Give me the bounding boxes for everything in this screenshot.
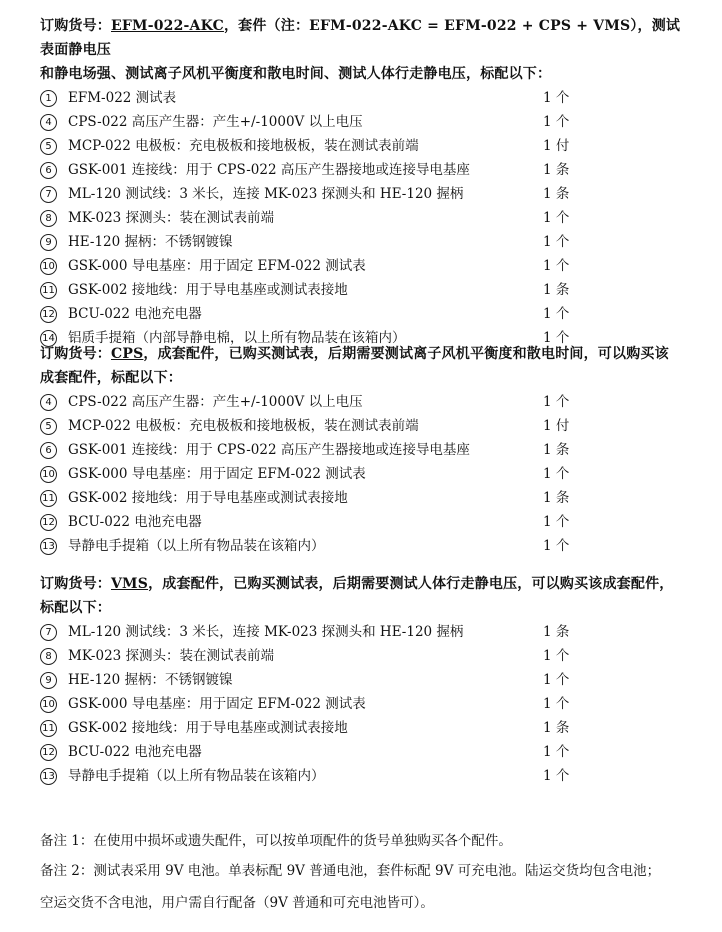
item-description: GSK-002 接地线：用于导电基座或测试表接地 <box>68 720 348 736</box>
order-section-vms <box>40 572 690 788</box>
item-description: 导静电手提箱（以上所有物品装在该箱内） <box>68 768 325 784</box>
list-item <box>40 510 690 534</box>
circled-number-icon: 5 <box>40 138 57 155</box>
heading-prefix: 订购货号： <box>40 576 111 592</box>
list-item <box>40 302 690 326</box>
item-description: EFM-022 测试表 <box>68 90 177 106</box>
circled-number-icon: 12 <box>40 514 57 531</box>
list-item <box>40 462 690 486</box>
list-item <box>40 86 690 110</box>
item-quantity: 1 条 <box>543 490 570 506</box>
list-item <box>40 620 690 644</box>
order-section-efm-022-akc <box>40 14 690 350</box>
circled-number-icon: 11 <box>40 490 57 507</box>
circled-number-icon: 12 <box>40 744 57 761</box>
section-heading <box>40 14 690 62</box>
section-heading-line2: 标配以下： <box>40 600 111 616</box>
list-item <box>40 110 690 134</box>
circled-number-icon: 5 <box>40 418 57 435</box>
item-description: GSK-002 接地线：用于导电基座或测试表接地 <box>68 282 348 298</box>
item-quantity: 1 个 <box>543 306 570 322</box>
item-description: MK-023 探测头：装在测试表前端 <box>68 210 275 226</box>
item-description: CPS-022 高压产生器：产生+/-1000V 以上电压 <box>68 114 363 130</box>
circled-number-icon: 11 <box>40 720 57 737</box>
circled-number-icon: 14 <box>40 330 57 347</box>
item-quantity: 1 条 <box>543 162 570 178</box>
section-heading-line2: 成套配件，标配以下： <box>40 370 182 386</box>
circled-number-icon: 6 <box>40 442 57 459</box>
circled-number-icon: 13 <box>40 768 57 785</box>
item-quantity: 1 个 <box>543 330 570 346</box>
item-description: 导静电手提箱（以上所有物品装在该箱内） <box>68 538 325 554</box>
item-description: GSK-000 导电基座：用于固定 EFM-022 测试表 <box>68 258 366 274</box>
item-quantity: 1 个 <box>543 648 570 664</box>
item-description: BCU-022 电池充电器 <box>68 514 202 530</box>
item-description: MCP-022 电极板：充电极板和接地极板，装在测试表前端 <box>68 138 419 154</box>
circled-number-icon: 7 <box>40 624 57 641</box>
heading-text: ，成套配件，已购买测试表，后期需要测试人体行走静电压，可以购买该成套配件， <box>148 576 674 592</box>
circled-number-icon: 1 <box>40 90 57 107</box>
item-quantity: 1 个 <box>543 768 570 784</box>
order-code: EFM-022-AKC <box>111 18 224 34</box>
section-heading <box>40 572 690 596</box>
item-quantity: 1 付 <box>543 138 570 154</box>
item-description: BCU-022 电池充电器 <box>68 744 202 760</box>
item-quantity: 1 个 <box>543 234 570 250</box>
heading-prefix: 订购货号： <box>40 18 111 34</box>
item-quantity: 1 个 <box>543 114 570 130</box>
circled-number-icon: 13 <box>40 538 57 555</box>
section-heading-line2: 和静电场强、测试离子风机平衡度和散电时间、测试人体行走静电压，标配以下： <box>40 66 552 82</box>
list-item <box>40 134 690 158</box>
item-description: BCU-022 电池充电器 <box>68 306 202 322</box>
item-quantity: 1 个 <box>543 90 570 106</box>
list-item <box>40 438 690 462</box>
item-description: MCP-022 电极板：充电极板和接地极板，装在测试表前端 <box>68 418 419 434</box>
list-item <box>40 668 690 692</box>
heading-text: ，套件（注：EFM-022-AKC = EFM-022 + CPS + VMS），测试表面静电压 <box>40 18 681 58</box>
item-quantity: 1 付 <box>543 418 570 434</box>
list-item <box>40 206 690 230</box>
list-item <box>40 764 690 788</box>
circled-number-icon: 10 <box>40 466 57 483</box>
list-item <box>40 254 690 278</box>
list-item <box>40 486 690 510</box>
item-description: CPS-022 高压产生器：产生+/-1000V 以上电压 <box>68 394 363 410</box>
item-list <box>40 390 690 558</box>
list-item <box>40 534 690 558</box>
list-item <box>40 182 690 206</box>
item-quantity: 1 条 <box>543 186 570 202</box>
item-quantity: 1 个 <box>543 538 570 554</box>
circled-number-icon: 4 <box>40 394 57 411</box>
list-item <box>40 278 690 302</box>
order-code: VMS <box>111 576 149 592</box>
item-description: GSK-000 导电基座：用于固定 EFM-022 测试表 <box>68 466 366 482</box>
order-section-cps <box>40 342 690 558</box>
item-quantity: 1 个 <box>543 744 570 760</box>
circled-number-icon: 8 <box>40 210 57 227</box>
note-1: 备注 1：在使用中损坏或遗失配件，可以按单项配件的货号单独购买各个配件。 <box>40 833 512 849</box>
list-item <box>40 740 690 764</box>
item-description: ML-120 测试线：3 米长，连接 MK-023 探测头和 HE-120 握柄 <box>68 186 464 202</box>
note-2-line-2: 空运交货不含电池，用户需自行配备（9V 普通和可充电池皆可）。 <box>40 895 434 911</box>
item-description: HE-120 握柄：不锈钢镀镍 <box>68 672 233 688</box>
item-quantity: 1 个 <box>543 394 570 410</box>
circled-number-icon: 11 <box>40 282 57 299</box>
list-item <box>40 390 690 414</box>
list-item <box>40 644 690 668</box>
item-quantity: 1 条 <box>543 442 570 458</box>
circled-number-icon: 7 <box>40 186 57 203</box>
circled-number-icon: 10 <box>40 258 57 275</box>
list-item <box>40 692 690 716</box>
item-description: GSK-000 导电基座：用于固定 EFM-022 测试表 <box>68 696 366 712</box>
circled-number-icon: 6 <box>40 162 57 179</box>
circled-number-icon: 9 <box>40 234 57 251</box>
item-quantity: 1 个 <box>543 696 570 712</box>
item-description: HE-120 握柄：不锈钢镀镍 <box>68 234 233 250</box>
circled-number-icon: 4 <box>40 114 57 131</box>
list-item <box>40 158 690 182</box>
heading-prefix: 订购货号： <box>40 346 111 362</box>
item-description: MK-023 探测头：装在测试表前端 <box>68 648 275 664</box>
note-2-line-1: 备注 2：测试表采用 9V 电池。单表标配 9V 普通电池，套件标配 9V 可充电池。陆运交货均包含电池； <box>40 863 661 879</box>
section-heading <box>40 342 690 366</box>
item-description: 铝质手提箱（内部导静电棉，以上所有物品装在该箱内） <box>68 330 406 346</box>
item-quantity: 1 条 <box>543 720 570 736</box>
item-quantity: 1 条 <box>543 624 570 640</box>
list-item <box>40 414 690 438</box>
circled-number-icon: 10 <box>40 696 57 713</box>
item-quantity: 1 个 <box>543 258 570 274</box>
item-list <box>40 86 690 350</box>
order-code: CPS <box>111 346 144 362</box>
item-quantity: 1 个 <box>543 672 570 688</box>
item-description: GSK-002 接地线：用于导电基座或测试表接地 <box>68 490 348 506</box>
item-quantity: 1 个 <box>543 210 570 226</box>
item-description: GSK-001 连接线：用于 CPS-022 高压产生器接地或连接导电基座 <box>68 442 470 458</box>
list-item <box>40 716 690 740</box>
item-list <box>40 620 690 788</box>
item-description: GSK-001 连接线：用于 CPS-022 高压产生器接地或连接导电基座 <box>68 162 470 178</box>
item-description: ML-120 测试线：3 米长，连接 MK-023 探测头和 HE-120 握柄 <box>68 624 464 640</box>
circled-number-icon: 9 <box>40 672 57 689</box>
list-item <box>40 230 690 254</box>
item-quantity: 1 条 <box>543 282 570 298</box>
circled-number-icon: 12 <box>40 306 57 323</box>
item-quantity: 1 个 <box>543 514 570 530</box>
item-quantity: 1 个 <box>543 466 570 482</box>
circled-number-icon: 8 <box>40 648 57 665</box>
heading-text: ，成套配件，已购买测试表，后期需要测试离子风机平衡度和散电时间，可以购买该 <box>143 346 669 362</box>
